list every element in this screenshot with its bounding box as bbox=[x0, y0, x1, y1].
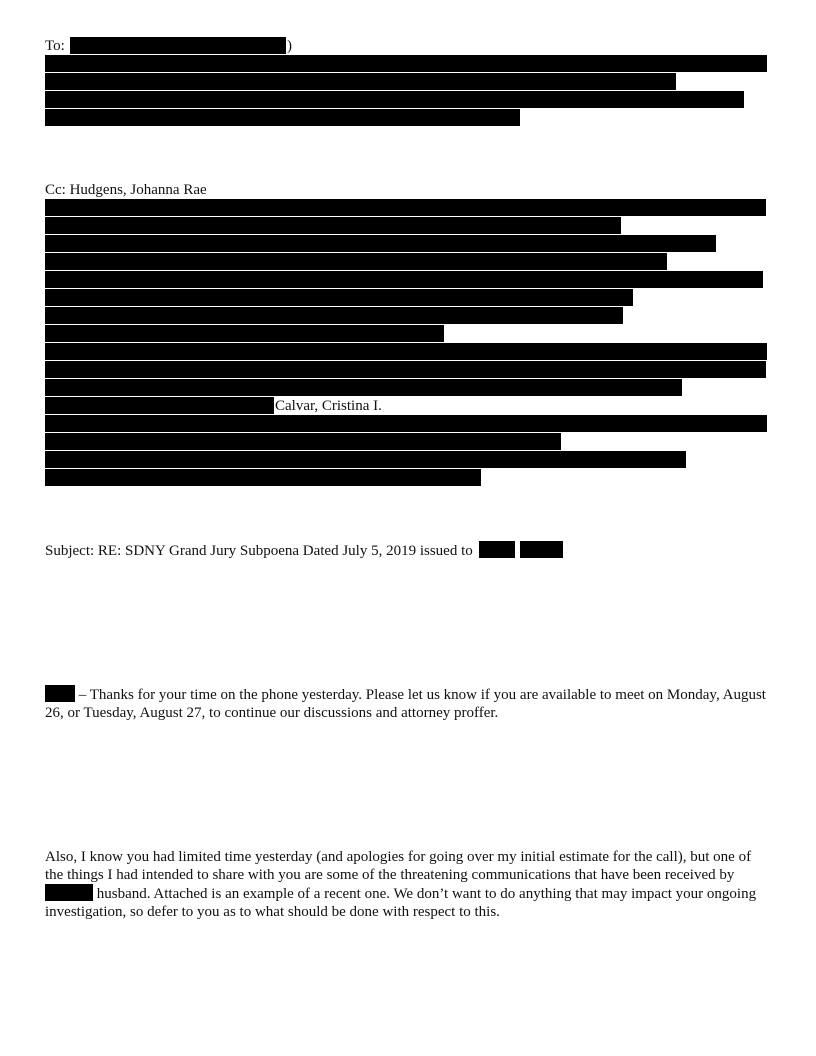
redaction-block bbox=[45, 379, 682, 396]
to-line bbox=[45, 37, 65, 55]
redaction-block bbox=[45, 91, 744, 108]
body-paragraph-2-part2: husband. Attached is an example of a recent one. We don’t want to do anything that may impact your ongoing investigation, so defer to you as to what should be done with respect to this. bbox=[45, 886, 757, 920]
cc-name-2: Calvar, Cristina I. bbox=[275, 398, 382, 414]
redaction-block bbox=[45, 235, 716, 252]
subject-line bbox=[45, 541, 563, 560]
body-paragraph-1-text: – Thanks for your time on the phone yesterday. Please let us know if you are available to meet on Monday, August 26, or Tuesday, August 27, to continue our discussions and attorney proffer. bbox=[45, 687, 766, 721]
redaction-block bbox=[479, 541, 515, 558]
redaction-block bbox=[45, 433, 561, 450]
subject-text: RE: SDNY Grand Jury Subpoena Dated July 5, 2019 issued to bbox=[97, 543, 473, 559]
redaction-block bbox=[45, 109, 520, 126]
to-suffix: ) bbox=[287, 38, 292, 54]
redaction-block bbox=[45, 55, 767, 72]
to-label: To: bbox=[45, 38, 65, 54]
redaction-block bbox=[45, 451, 686, 468]
cc-name: Hudgens, Johanna Rae bbox=[69, 182, 207, 198]
redaction-block bbox=[70, 37, 286, 54]
cc-line bbox=[45, 181, 207, 199]
redaction-block bbox=[45, 343, 767, 360]
redaction-block bbox=[45, 253, 667, 270]
redaction-block bbox=[45, 685, 75, 702]
cc-label: Cc: bbox=[45, 182, 66, 198]
redaction-block bbox=[45, 217, 621, 234]
redaction-block bbox=[45, 415, 767, 432]
redaction-block bbox=[45, 884, 93, 901]
redaction-block bbox=[45, 325, 444, 342]
redaction-block bbox=[45, 73, 676, 90]
redaction-block bbox=[45, 361, 766, 378]
redaction-block bbox=[45, 469, 481, 486]
redaction-block bbox=[45, 397, 274, 414]
redaction-block bbox=[45, 289, 633, 306]
body-paragraph-2-part1: Also, I know you had limited time yesterday (and apologies for going over my initial estimate for the call), but one of the things I had intended to share with you are some of the threatening communications that have been received by bbox=[45, 849, 752, 883]
redaction-block bbox=[45, 307, 623, 324]
subject-label: Subject: bbox=[45, 543, 95, 559]
body-paragraph-2 bbox=[45, 848, 770, 921]
body-paragraph-1 bbox=[45, 685, 770, 722]
redaction-block bbox=[45, 271, 763, 288]
redaction-block bbox=[45, 199, 766, 216]
redaction-block bbox=[520, 541, 563, 558]
